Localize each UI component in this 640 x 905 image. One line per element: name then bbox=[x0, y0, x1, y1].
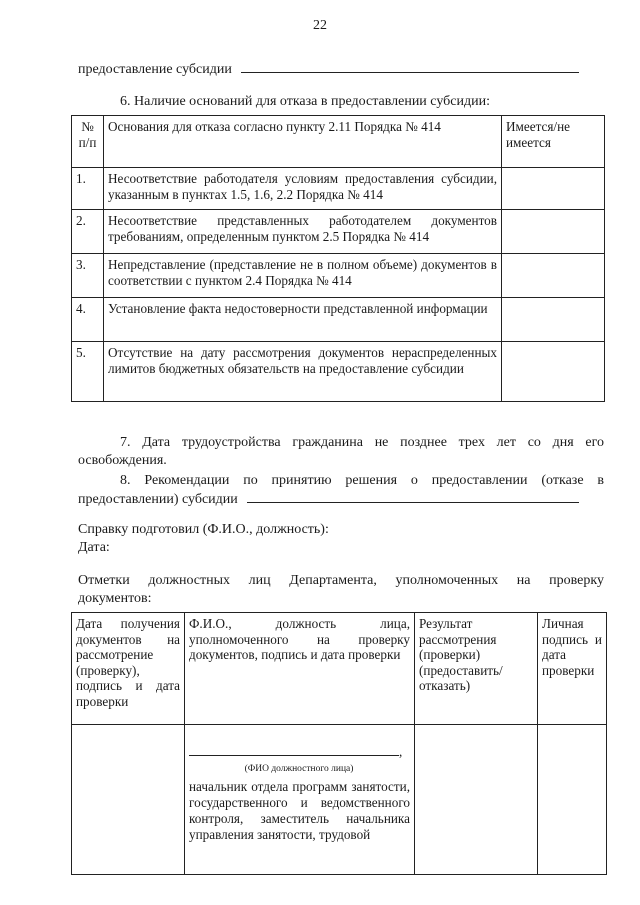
header-signature: Личная подпись и дата проверки bbox=[538, 613, 607, 725]
row-num: 5. bbox=[72, 342, 104, 402]
signature-line bbox=[189, 737, 399, 756]
row-text: Несоответствие работодателя условиям предоставления субсидии, указанным в пунктах 1.5, 1.6, 2.2 Порядка № 414 bbox=[104, 168, 502, 210]
top-line-text: предоставление субсидии bbox=[78, 62, 232, 77]
section8-line2 bbox=[78, 490, 579, 508]
signature-comma: , bbox=[399, 744, 403, 759]
official-text: начальник отдела программ занятости, государственного и ведомственного контроля, заместитель начальника управления занятости, трудовой bbox=[189, 779, 410, 842]
row-num: 3. bbox=[72, 254, 104, 298]
row-num: 1. bbox=[72, 168, 104, 210]
blank-line bbox=[241, 60, 579, 73]
blank-line bbox=[247, 490, 579, 503]
row-text: Непредставление (представление не в полном объеме) документов в соответствии с пунктом 2.4 Порядка № 414 bbox=[104, 254, 502, 298]
header-result: Результат рассмотрения (проверки) (предоставить/отказать) bbox=[415, 613, 538, 725]
header-official: Ф.И.О., должность лица, уполномоченного на проверку документов, подпись и дата проверки bbox=[185, 613, 415, 725]
row-text: Несоответствие представленных работодателем документов требованиям, определенным пунктом 2.5 Порядка № 414 bbox=[104, 210, 502, 254]
section8-line1: 8. Рекомендации по принятию решения о предоставлении (отказе в bbox=[120, 473, 604, 488]
signature-caption: (ФИО должностного лица) bbox=[244, 763, 354, 774]
section8-line2-text: предоставлении) субсидии bbox=[78, 492, 238, 507]
table-row bbox=[72, 168, 605, 210]
grounds-table bbox=[71, 115, 605, 402]
top-line bbox=[78, 60, 579, 78]
section7-line1: 7. Дата трудоустройства гражданина не позднее трех лет со дня его bbox=[120, 435, 604, 450]
header-received: Дата получения документов на рассмотрение (проверку), подпись и дата проверки bbox=[72, 613, 185, 725]
cell-result bbox=[415, 725, 538, 875]
row-value bbox=[502, 298, 605, 342]
row-text: Отсутствие на дату рассмотрения документов нераспределенных лимитов бюджетных обязательств на предоставление субсидии bbox=[104, 342, 502, 402]
row-value bbox=[502, 168, 605, 210]
table-row bbox=[72, 725, 607, 875]
cell-official bbox=[185, 725, 415, 875]
cell-signature bbox=[538, 725, 607, 875]
marks-line1: Отметки должностных лиц Департамента, уполномоченных на проверку bbox=[78, 573, 604, 588]
row-num: 2. bbox=[72, 210, 104, 254]
row-value bbox=[502, 210, 605, 254]
cell-received bbox=[72, 725, 185, 875]
section7-line2: освобождения. bbox=[78, 453, 167, 468]
row-value bbox=[502, 342, 605, 402]
row-text: Установление факта недостоверности представленной информации bbox=[104, 298, 502, 342]
row-value bbox=[502, 254, 605, 298]
prepared-by: Справку подготовил (Ф.И.О., должность): bbox=[78, 522, 329, 537]
marks-table bbox=[71, 612, 607, 875]
table-row bbox=[72, 342, 605, 402]
header-num: № п/п bbox=[72, 116, 104, 168]
table-row bbox=[72, 254, 605, 298]
marks-line2: документов: bbox=[78, 591, 152, 606]
section6-title: 6. Наличие оснований для отказа в предоставлении субсидии: bbox=[120, 94, 490, 109]
table-row bbox=[72, 298, 605, 342]
date-label: Дата: bbox=[78, 540, 110, 555]
header-present: Имеется/не имеется bbox=[502, 116, 605, 168]
signature-line-wrap bbox=[189, 733, 410, 760]
grounds-table-header bbox=[72, 116, 605, 168]
row-num: 4. bbox=[72, 298, 104, 342]
header-grounds: Основания для отказа согласно пункту 2.11 Порядка № 414 bbox=[104, 116, 502, 168]
page-number: 22 bbox=[313, 18, 327, 33]
table-row bbox=[72, 210, 605, 254]
marks-table-header bbox=[72, 613, 607, 725]
